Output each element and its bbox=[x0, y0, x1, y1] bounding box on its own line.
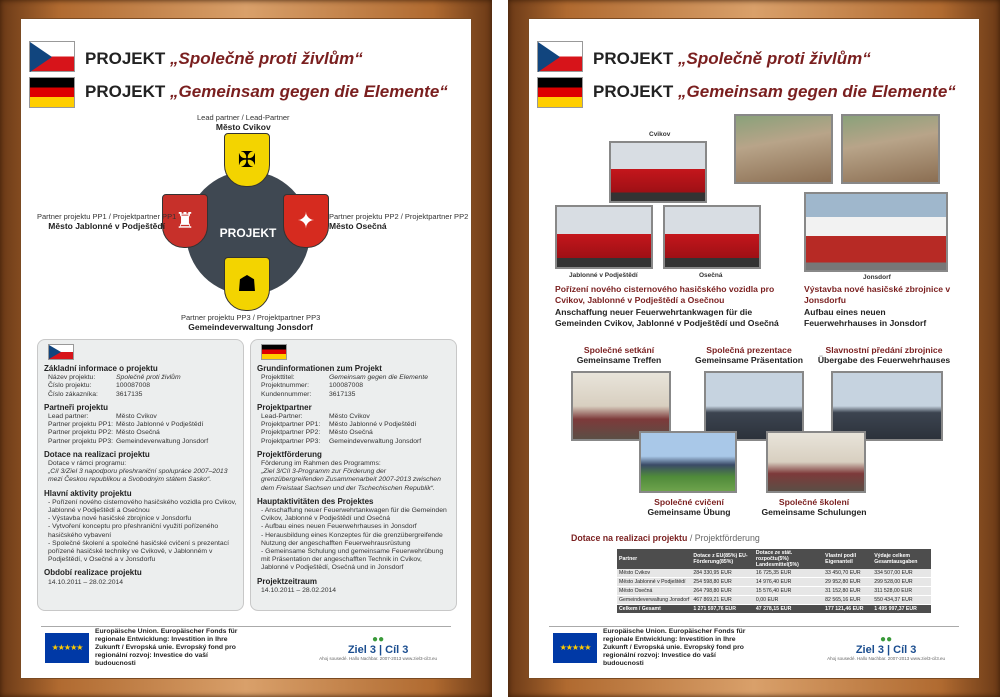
pp2-label: Partner projektu PP2 / Projektpartner PP2 Město Osečná bbox=[329, 212, 469, 231]
funding-table-title: Dotace na realizaci projektu / Projektförderung bbox=[571, 533, 760, 543]
jablonne-crest-icon: ♜ bbox=[162, 194, 208, 248]
title-cz: PROJEKT „Společně proti živlům“ bbox=[85, 49, 363, 68]
photo-construction-2 bbox=[841, 114, 940, 184]
osecna-crest-icon: ✦ bbox=[283, 194, 329, 248]
photo-exercise bbox=[639, 431, 737, 493]
eu-flag-icon: ★★★★★ bbox=[45, 633, 89, 663]
left-poster bbox=[20, 18, 472, 679]
title-cz: PROJEKT „Společně proti živlům“ bbox=[593, 49, 871, 68]
german-flag-icon bbox=[29, 77, 75, 108]
ziel3-logo: ●● Ziel 3 | Cíl 3 Ahoj sousedé. Hallo Nachbar. 2007-2013 www.ziel3-cil3.eu bbox=[319, 633, 437, 661]
footer bbox=[549, 626, 959, 668]
eu-flag-icon: ★★★★★ bbox=[553, 633, 597, 663]
label-osecna: Osečná bbox=[699, 272, 723, 279]
photo-construction-1 bbox=[734, 114, 833, 184]
activity-presentation-caption: Společná prezentace Gemeinsame Präsentation bbox=[695, 345, 803, 365]
eu-text: Europäische Union. Europäischer Fonds für regionale Entwicklung: Investition in Ihre Zukunft / Evropská unie. Evropský fond pro regionální rozvoj: Investice do vaší budoucnosti bbox=[95, 627, 238, 667]
photo-truck-jablonne bbox=[555, 205, 653, 269]
table-row: Město Osečná 264 798,80 EUR 15 576,40 EUR 31 152,80 EUR 311 528,00 EUR bbox=[617, 587, 931, 596]
building-caption-cz: Výstavba nové hasičské zbrojnice v Jonsdorfu bbox=[804, 284, 951, 305]
left-poster-frame bbox=[0, 0, 492, 697]
ziel3-logo: ●● Ziel 3 | Cíl 3 Ahoj sousedé. Hallo Nachbar. 2007-2013 www.ziel3-cil3.eu bbox=[827, 633, 945, 661]
pp1-label: Partner projektu PP1 / Projektpartner PP1 Město Jablonné v Podještědí bbox=[37, 212, 177, 231]
czech-flag-icon bbox=[29, 41, 75, 72]
pp3-label: Partner projektu PP3 / Projektpartner PP3 Gemeindeverwaltung Jonsdorf bbox=[181, 313, 321, 332]
table-row: Gemeindeverwaltung Jonsdorf 467 869,21 EUR 0,00 EUR 82 565,16 EUR 550 434,37 EUR bbox=[617, 596, 931, 605]
right-poster bbox=[528, 18, 980, 679]
project-circle: PROJEKT bbox=[186, 171, 310, 295]
info-box-de: Grundinformationen zum Projekt Projekttitel: Gemeinsam gegen die Elemente Projektnummer: 100087008 Kundennummer: 3617135 Projektpartner Lead-Partner: Město Cvikov Projektpartner PP1: Město Jablonné v Podještědí Projektpartner PP2: Město Osečná Projektpartner PP3: Gemeindeverwaltung Jonsdorf Projektförderung Förderung im Rahmen des Programms: „Ziel 3/Cíl 3-Programm zur Förderung der grenzübergreifenden Zusammenarbeit 2007-2013 zwischen dem Freistaat Sachsen und der Tschechischen Republik“. Hauptaktivitäten des Projektes - Anschaffung neuer Feuerwehrtankwagen für die Gemeinden Cvikov, Jablonné v Podještědí und Osečná - Aufbau eines neuen Feuerwehrhauses in Jonsdorf - Herausbildung eines Konzeptes für die grenzübergreifende Nutzung der angeschafften Feuerwehrausrüstung - Gemeinsame Schulung und gemeinsame Feuerwehrübung mit Präsentation der angeschafften Technik in Cvikov, Jablonné v Podještědí, Osečná und in Jonsdorf Projektzeitraum 14.10.2011 – 28.02.2014 bbox=[250, 339, 457, 611]
table-row: Město Cvikov 284 330,95 EUR 16 725,35 EUR 33 450,70 EUR 334 507,00 EUR bbox=[617, 569, 931, 578]
label-cvikov: Cvikov bbox=[649, 131, 671, 138]
table-total-row: Celkem / Gesamt 1 271 597,76 EUR 47 278,15 EUR 177 121,46 EUR 1 495 997,37 EUR bbox=[617, 605, 931, 614]
activity-exercise-caption: Společné cvičení Gemeinsame Übung bbox=[647, 497, 731, 517]
photo-truck-cvikov bbox=[609, 141, 707, 203]
cvikov-crest-icon: ✠ bbox=[224, 133, 270, 187]
jonsdorf-crest-icon: ☗ bbox=[224, 257, 270, 311]
heading: Základní informace o projektu bbox=[44, 364, 158, 373]
ziel3-dots-icon: ●● bbox=[880, 633, 893, 645]
czech-flag-icon bbox=[537, 41, 583, 72]
eu-text: Europäische Union. Europäischer Fonds für regionale Entwicklung: Investition in Ihre Zukunft / Evropská unie. Evropský fond pro regionální rozvoj: Investice do vaší budoucnosti bbox=[603, 627, 746, 667]
footer bbox=[41, 626, 451, 668]
label-jonsdorf: Jonsdorf bbox=[863, 274, 891, 281]
activity-handover-caption: Slavnostní předání zbrojnice Übergabe des Feuerwehrhauses bbox=[817, 345, 951, 365]
photo-fire-station bbox=[804, 192, 948, 272]
photo-truck-osecna bbox=[663, 205, 761, 269]
ziel3-dots-icon: ●● bbox=[372, 633, 385, 645]
truck-caption-de: Anschaffung neuer Feuerwehrtankwagen für die Gemeinden Cvikov, Jablonné v Podještědí und Osečná bbox=[555, 307, 779, 328]
building-caption-de: Aufbau eines neuen Feuerwehrhauses in Jonsdorf bbox=[804, 307, 927, 328]
table-row: Město Jablonné v Podještědí 254 598,80 EUR 14 976,40 EUR 29 952,80 EUR 299 528,00 EUR bbox=[617, 578, 931, 587]
title-de: PROJEKT „Gemeinsam gegen die Elemente“ bbox=[593, 82, 956, 101]
truck-caption-cz: Pořízení nového cisternového hasičského vozidla pro Cvikov, Jablonné v Podještědí a Osečnou bbox=[555, 284, 775, 305]
photo-training bbox=[766, 431, 866, 493]
lead-partner-label: Lead partner / Lead-Partner Město Cvikov bbox=[197, 113, 290, 132]
funding-table: Partner Dotace z EU(85%) EU-Förderung(85%) Dotace ze stát. rozpočtu(5%) Landesmittel(5%) Vlastní podíl Eigenanteil Výdaje celkem Gesamtausgaben Město Cvikov 284 330,95 EUR 16 725,35 EUR 33 450,70 EUR 334 507,00 EUR Město Jablonné v Podještědí 254 598,80 EUR 14 976,40 EUR 29 952,80 EUR 299 528,00 EUR Město Osečná 264 798,80 EUR 15 576,40 EUR 31 152,80 EUR 311 528,00 EUR Gemeindeverwaltung Jonsdorf 467 869,21 EUR 0,00 EUR 82 565,16 EUR 550 434,37 EUR Celkem / Gesamt 1 271 597,76 EUR 47 278,15 EUR 177 121,46 EUR 1 495 997,37 EUR bbox=[617, 549, 931, 614]
activity-training-caption: Společné školení Gemeinsame Schulungen bbox=[761, 497, 867, 517]
activity-meeting-caption: Společné setkání Gemeinsame Treffen bbox=[576, 345, 662, 365]
label-jablonne: Jablonné v Podještědí bbox=[569, 272, 638, 279]
czech-flag-icon bbox=[48, 344, 74, 360]
right-poster-frame bbox=[508, 0, 1000, 697]
german-flag-icon bbox=[537, 77, 583, 108]
info-box-cz: Základní informace o projektu Název projektu: Společně proti živlům Číslo projektu: 100087008 Číslo zákazníka: 3617135 Partneři projektu Lead partner: Město Cvikov Partner projektu PP1: Město Jablonné v Podještědí Partner projektu PP2: Město Osečná Partner projektu PP3: Gemeindeverwaltung Jonsdorf Dotace na realizaci projektu Dotace v rámci programu: „Cíl 3/Ziel 3 napodporu přeshraniční spolupráce 2007–2013 mezi Českou republikou a Svobodným státem Sasko“. Hlavní aktivity projektu - Pořízení nového cisternového hasičského vozidla pro Cvikov, Jablonné v Podještědí a Osečnou - Výstavba nové hasičské zbrojnice v Jonsdorfu - Vytvoření konceptu pro přeshraniční využití pořízeného hasičského vybavení - Společné školení a společné hasičské cvičení s prezentací pořízené hasičské techniky ve Cvikově, v Jablonném v Podještědí, v Osečné a v Jonsdorfu Období realizace projektu 14.10.2011 – 28.02.2014 bbox=[37, 339, 244, 611]
title-de: PROJEKT „Gemeinsam gegen die Elemente“ bbox=[85, 82, 448, 101]
german-flag-icon bbox=[261, 344, 287, 360]
